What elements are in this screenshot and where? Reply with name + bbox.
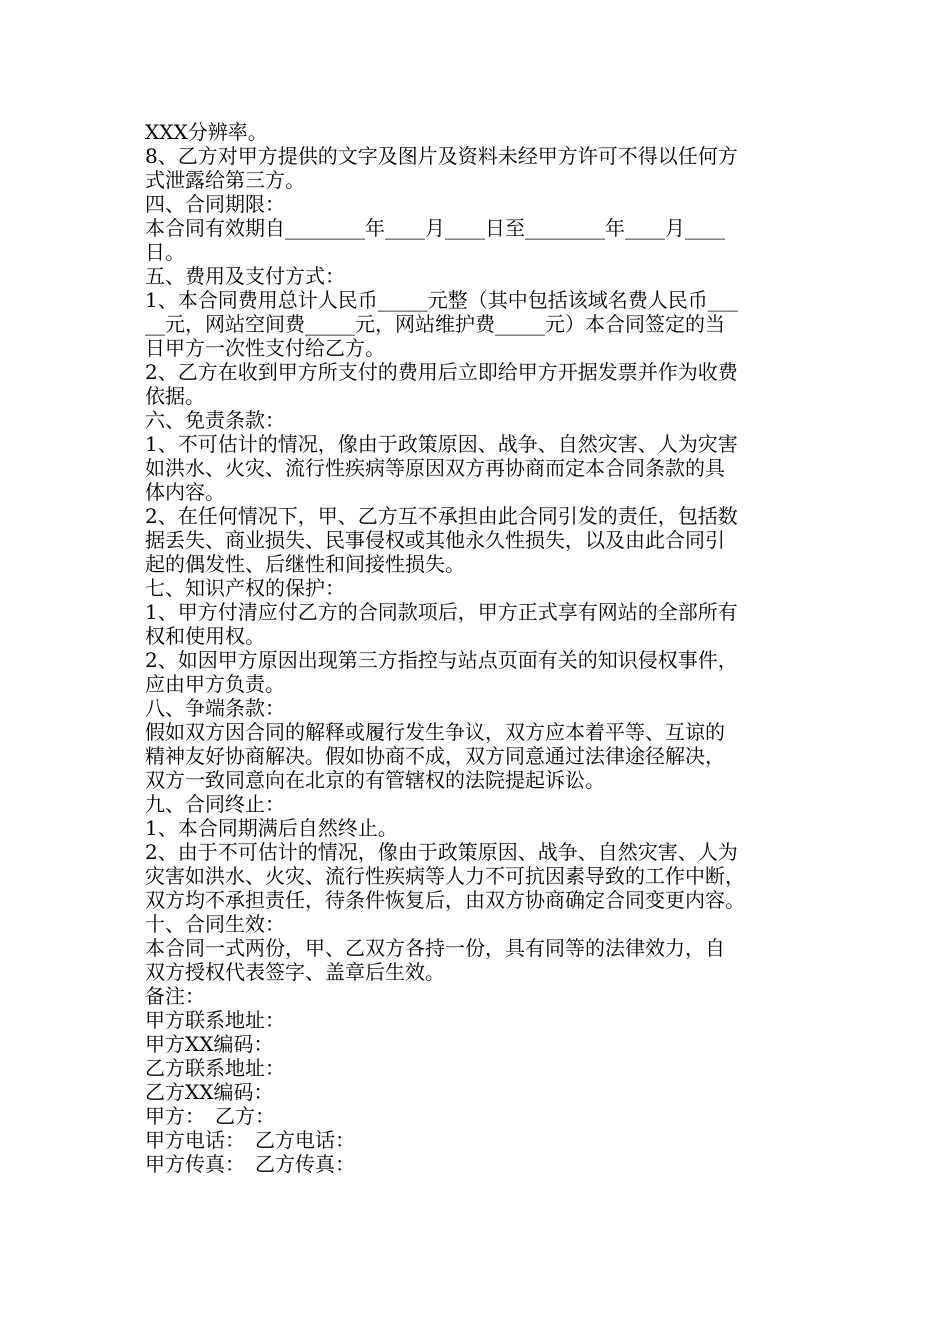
section-heading: 八、争端条款： bbox=[145, 696, 285, 720]
text-line: 起的偶发性、后继性和间接性损失。 bbox=[145, 552, 465, 576]
party-signatures: 甲方： 乙方： bbox=[145, 1104, 275, 1128]
text-line: 权和使用权。 bbox=[145, 624, 265, 648]
party-b-address: 乙方联系地址： bbox=[145, 1056, 285, 1080]
party-a-code: 甲方XX编码： bbox=[145, 1032, 274, 1056]
text-line: 双方授权代表签字、盖章后生效。 bbox=[145, 960, 445, 984]
text-line: 据丢失、商业损失、民事侵权或其他永久性损失，以及由此合同引 bbox=[145, 528, 725, 552]
text-line: 2、乙方在收到甲方所支付的费用后立即给甲方开据发票并作为收费 bbox=[145, 360, 738, 384]
section-heading: 七、知识产权的保护： bbox=[145, 576, 345, 600]
text-line: 本合同一式两份，甲、乙双方各持一份，具有同等的法律效力，自 bbox=[145, 936, 725, 960]
text-line: 2、由于不可估计的情况，像由于政策原因、战争、自然灾害、人为 bbox=[145, 840, 738, 864]
section-heading: 十、合同生效： bbox=[145, 912, 285, 936]
text-line: 日甲方一次性支付给乙方。 bbox=[145, 336, 385, 360]
section-heading: 五、费用及支付方式： bbox=[145, 264, 345, 288]
party-b-code: 乙方XX编码： bbox=[145, 1080, 274, 1104]
text-line: 依据。 bbox=[145, 384, 205, 408]
text-line: 精神友好协商解决。假如协商不成，双方同意通过法律途径解决， bbox=[145, 744, 725, 768]
text-line: __元，网站空间费_____元，网站维护费_____元）本合同签定的当 bbox=[145, 312, 725, 336]
text-line: 2、如因甲方原因出现第三方指控与站点页面有关的知识侵权事件， bbox=[145, 648, 738, 672]
document-page bbox=[145, 120, 815, 1176]
party-faxes: 甲方传真： 乙方传真： bbox=[145, 1152, 355, 1176]
text-line: 本合同有效期自________年____月____日至________年____月____ bbox=[145, 216, 725, 240]
text-line: 1、本合同费用总计人民币_____元整（其中包括该域名费人民币___ bbox=[145, 288, 738, 312]
section-heading: 九、合同终止： bbox=[145, 792, 285, 816]
text-line: 日。 bbox=[145, 240, 185, 264]
text-line: 1、不可估计的情况，像由于政策原因、战争、自然灾害、人为灾害 bbox=[145, 432, 738, 456]
text-line: 灾害如洪水、火灾、流行性疾病等人力不可抗因素导致的工作中断， bbox=[145, 864, 745, 888]
text-line: 假如双方因合同的解释或履行发生争议，双方应本着平等、互谅的 bbox=[145, 720, 725, 744]
notes-heading: 备注： bbox=[145, 984, 205, 1008]
party-phones: 甲方电话： 乙方电话： bbox=[145, 1128, 355, 1152]
text-line: 体内容。 bbox=[145, 480, 225, 504]
text-line: 1、本合同期满后自然终止。 bbox=[145, 816, 398, 840]
text-line: 双方一致同意向在北京的有管辖权的法院提起诉讼。 bbox=[145, 768, 605, 792]
text-line: 式泄露给第三方。 bbox=[145, 168, 305, 192]
text-line: 如洪水、火灾、流行性疾病等原因双方再协商而定本合同条款的具 bbox=[145, 456, 725, 480]
text-line: 1、甲方付清应付乙方的合同款项后，甲方正式享有网站的全部所有 bbox=[145, 600, 738, 624]
section-heading: 四、合同期限： bbox=[145, 192, 285, 216]
party-a-address: 甲方联系地址： bbox=[145, 1008, 285, 1032]
section-heading: 六、免责条款： bbox=[145, 408, 285, 432]
text-line: 应由甲方负责。 bbox=[145, 672, 285, 696]
text-line: 双方均不承担责任，待条件恢复后，由双方协商确定合同变更内容。 bbox=[145, 888, 745, 912]
text-line: 8、乙方对甲方提供的文字及图片及资料未经甲方许可不得以任何方 bbox=[145, 144, 738, 168]
text-line: 2、在任何情况下，甲、乙方互不承担由此合同引发的责任，包括数 bbox=[145, 504, 738, 528]
text-line: XXX分辨率。 bbox=[145, 120, 268, 144]
